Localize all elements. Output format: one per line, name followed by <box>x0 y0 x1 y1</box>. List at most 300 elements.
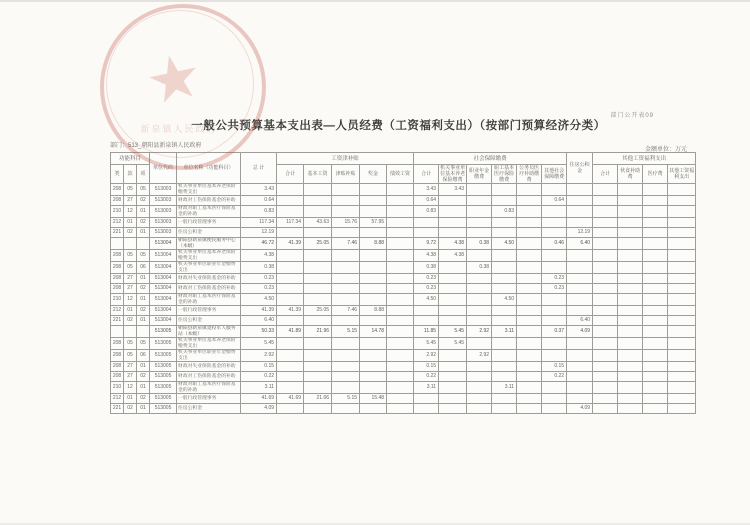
unit-subtotal-row <box>111 326 696 338</box>
cell-code: 02 <box>137 394 150 404</box>
cell-amount <box>542 338 567 350</box>
cell-amount: 2.92 <box>241 350 277 362</box>
cell-code: 01 <box>137 404 150 414</box>
cell-amount <box>304 250 332 262</box>
cell-amount <box>439 404 467 414</box>
cell-amount <box>360 262 387 274</box>
cell-code: 02 <box>124 228 137 238</box>
cell-amount <box>277 338 304 350</box>
header-unit-code: 单位代码 <box>150 153 177 184</box>
cell-code: 208 <box>111 262 124 274</box>
cell-amount <box>542 228 567 238</box>
cell-amount: 2.92 <box>467 350 492 362</box>
cell-amount <box>277 316 304 326</box>
cell-amount <box>304 362 332 372</box>
cell-amount <box>439 350 467 362</box>
cell-amount: 0.22 <box>414 372 439 382</box>
cell-code: 01 <box>137 382 150 394</box>
cell-code: 210 <box>111 382 124 394</box>
cell-amount <box>439 316 467 326</box>
cell-amount: 41.39 <box>277 306 304 316</box>
table-row <box>111 184 696 196</box>
cell-amount <box>542 262 567 274</box>
cell-amount <box>439 372 467 382</box>
cell-amount <box>618 250 643 262</box>
cell-amount <box>387 382 414 394</box>
cell-amount <box>387 250 414 262</box>
cell-code: 02 <box>124 316 137 326</box>
cell-code: 208 <box>111 184 124 196</box>
table-row <box>111 284 696 294</box>
cell-unit-name: 财政对工伤保险基金的补助 <box>177 196 241 206</box>
cell-amount <box>439 306 467 316</box>
header-wage-subtotal: 合计 <box>277 165 304 184</box>
cell-amount <box>517 262 542 274</box>
cell-amount <box>542 350 567 362</box>
cell-amount <box>668 404 696 414</box>
cell-amount <box>618 284 643 294</box>
cell-code: 05 <box>137 338 150 350</box>
cell-amount <box>332 350 360 362</box>
cell-amount: 0.23 <box>241 284 277 294</box>
cell-amount <box>387 404 414 414</box>
cell-amount <box>643 228 668 238</box>
cell-amount <box>542 250 567 262</box>
cell-code: 27 <box>124 372 137 382</box>
cell-amount: 0.23 <box>241 274 277 284</box>
cell-amount: 3.11 <box>492 382 517 394</box>
cell-code: 513005 <box>150 404 177 414</box>
cell-amount <box>618 338 643 350</box>
cell-amount: 2.92 <box>467 326 492 338</box>
cell-amount: 0.23 <box>542 274 567 284</box>
cell-code: 221 <box>111 316 124 326</box>
cell-amount <box>439 284 467 294</box>
cell-amount <box>277 184 304 196</box>
cell-unit-name: 一般行政管理事务 <box>177 394 241 404</box>
cell-code: 27 <box>124 196 137 206</box>
cell-amount <box>387 316 414 326</box>
cell-code: 210 <box>111 206 124 218</box>
cell-code: 01 <box>137 294 150 306</box>
cell-code: 212 <box>111 218 124 228</box>
cell-amount <box>593 326 618 338</box>
table-row <box>111 338 696 350</box>
cell-code: 27 <box>124 284 137 294</box>
cell-unit-name: 住房公积金 <box>177 228 241 238</box>
cell-amount <box>593 404 618 414</box>
cell-amount: 8.88 <box>360 306 387 316</box>
cell-amount <box>593 362 618 372</box>
cell-amount <box>439 294 467 306</box>
cell-amount <box>467 382 492 394</box>
cell-amount: 0.46 <box>542 238 567 250</box>
cell-amount: 12.19 <box>567 228 593 238</box>
seal-text: 新泉镇人民政府 <box>140 124 218 134</box>
cell-amount: 4.38 <box>439 250 467 262</box>
cell-amount <box>277 196 304 206</box>
cell-amount <box>643 382 668 394</box>
cell-amount <box>467 250 492 262</box>
cell-amount <box>643 394 668 404</box>
cell-code: 513004 <box>150 284 177 294</box>
cell-code <box>137 326 150 338</box>
cell-amount: 0.83 <box>241 206 277 218</box>
seal-inner-ring-icon <box>106 10 254 158</box>
cell-code: 513003 <box>150 196 177 206</box>
cell-amount <box>668 218 696 228</box>
cell-amount: 6.40 <box>241 316 277 326</box>
cell-amount: 5.15 <box>332 326 360 338</box>
cell-code: 02 <box>137 218 150 228</box>
cell-amount <box>387 394 414 404</box>
cell-amount <box>618 326 643 338</box>
cell-amount <box>542 404 567 414</box>
header-social-group: 社会保障缴费 <box>414 153 567 165</box>
cell-amount <box>567 294 593 306</box>
cell-amount <box>618 394 643 404</box>
cell-amount <box>492 394 517 404</box>
header-annuity: 职业年金缴费 <box>467 165 492 184</box>
cell-amount <box>467 306 492 316</box>
cell-amount: 0.22 <box>542 372 567 382</box>
cell-amount <box>277 362 304 372</box>
cell-amount <box>542 306 567 316</box>
cell-unit-name: 财政对失业保险基金的补助 <box>177 274 241 284</box>
cell-amount <box>332 338 360 350</box>
cell-amount: 41.39 <box>241 306 277 316</box>
cell-amount <box>542 184 567 196</box>
cell-amount <box>542 294 567 306</box>
cell-amount <box>593 382 618 394</box>
cell-amount <box>643 262 668 274</box>
cell-unit-name: 财政对工伤保险基金的补助 <box>177 372 241 382</box>
cell-code <box>124 238 137 250</box>
cell-code: 01 <box>137 362 150 372</box>
cell-amount <box>643 306 668 316</box>
header-func-group: 功能科目 <box>111 153 150 165</box>
cell-amount <box>618 372 643 382</box>
cell-amount: 4.09 <box>567 326 593 338</box>
cell-amount <box>492 372 517 382</box>
cell-amount <box>492 196 517 206</box>
cell-amount <box>277 382 304 394</box>
cell-amount <box>492 316 517 326</box>
cell-amount <box>439 228 467 238</box>
cell-amount <box>668 250 696 262</box>
cell-code: 513005 <box>150 382 177 394</box>
cell-amount <box>593 206 618 218</box>
header-medical-fee: 医疗费 <box>643 165 668 184</box>
cell-amount <box>439 196 467 206</box>
cell-code: 208 <box>111 250 124 262</box>
cell-amount: 7.46 <box>332 238 360 250</box>
cell-code: 06 <box>137 262 150 274</box>
cell-amount <box>387 338 414 350</box>
cell-amount: 4.09 <box>241 404 277 414</box>
cell-code <box>137 238 150 250</box>
cell-amount <box>517 338 542 350</box>
cell-unit-name: 一般行政管理事务 <box>177 306 241 316</box>
cell-amount: 3.11 <box>492 326 517 338</box>
cell-amount: 0.38 <box>467 262 492 274</box>
cell-amount <box>332 262 360 274</box>
cell-amount <box>618 238 643 250</box>
header-total: 总 计 <box>241 153 277 184</box>
cell-amount <box>439 218 467 228</box>
cell-amount <box>360 228 387 238</box>
cell-amount <box>517 274 542 284</box>
cell-amount <box>492 184 517 196</box>
cell-amount: 41.39 <box>277 238 304 250</box>
cell-amount: 4.38 <box>439 238 467 250</box>
cell-code: 513004 <box>150 294 177 306</box>
header-pension: 机关事业单位基本养老保险缴费 <box>440 165 466 183</box>
cell-amount <box>643 338 668 350</box>
cell-code: 513005 <box>150 350 177 362</box>
cell-amount <box>492 338 517 350</box>
cell-unit-name: 住房公积金 <box>177 404 241 414</box>
cell-amount <box>387 294 414 306</box>
cell-amount: 3.43 <box>241 184 277 196</box>
cell-amount: 11.85 <box>414 326 439 338</box>
budget-table-wrap <box>110 152 695 414</box>
cell-amount <box>492 404 517 414</box>
cell-amount <box>593 338 618 350</box>
seal-star-icon: ★ <box>139 39 209 120</box>
cell-amount <box>277 404 304 414</box>
cell-amount <box>304 338 332 350</box>
department-line: 部门：513_朝阳县新泉镇人民政府 <box>110 143 202 149</box>
cell-amount <box>492 274 517 284</box>
cell-amount: 12.19 <box>241 228 277 238</box>
table-row <box>111 316 696 326</box>
cell-amount <box>277 350 304 362</box>
cell-amount <box>304 382 332 394</box>
cell-amount <box>517 404 542 414</box>
cell-amount <box>593 184 618 196</box>
cell-amount: 7.46 <box>332 306 360 316</box>
cell-amount: 6.40 <box>567 316 593 326</box>
cell-code: 12 <box>124 294 137 306</box>
cell-code: 01 <box>137 206 150 218</box>
cell-amount: 5.45 <box>241 338 277 350</box>
cell-amount <box>332 294 360 306</box>
cell-amount <box>387 362 414 372</box>
cell-amount <box>618 350 643 362</box>
cell-amount <box>387 228 414 238</box>
cell-unit-name: 机关事业单位基本养老保险缴费支出 <box>177 338 241 350</box>
cell-amount <box>643 284 668 294</box>
cell-amount <box>414 228 439 238</box>
cell-amount <box>517 372 542 382</box>
cell-amount <box>332 228 360 238</box>
cell-amount <box>304 262 332 274</box>
cell-amount: 14.78 <box>360 326 387 338</box>
cell-amount <box>387 196 414 206</box>
cell-amount <box>387 284 414 294</box>
cell-amount <box>593 228 618 238</box>
cell-unit-name: 朝阳县新泉镇便民服务中心（本级） <box>177 238 241 250</box>
cell-code <box>111 326 124 338</box>
cell-unit-name: 财政对职工基本医疗保险基金的补助 <box>177 206 241 218</box>
cell-code: 513003 <box>150 184 177 196</box>
cell-amount: 0.23 <box>542 284 567 294</box>
cell-amount <box>277 228 304 238</box>
cell-amount: 0.23 <box>414 284 439 294</box>
cell-amount <box>517 294 542 306</box>
header-staff-medical: 职工基本医疗保险缴费 <box>492 165 517 184</box>
cell-code: 513004 <box>150 262 177 274</box>
cell-amount <box>668 382 696 394</box>
cell-amount: 0.15 <box>414 362 439 372</box>
cell-amount <box>467 372 492 382</box>
cell-amount <box>593 284 618 294</box>
cell-amount: 4.38 <box>414 250 439 262</box>
cell-amount <box>492 350 517 362</box>
cell-amount <box>332 274 360 284</box>
cell-unit-name: 财政对职工基本医疗保险基金的补助 <box>177 294 241 306</box>
cell-amount <box>332 404 360 414</box>
cell-unit-name: 机关事业单位基本养老保险缴费支出 <box>177 184 241 196</box>
cell-amount <box>517 196 542 206</box>
cell-code: 02 <box>137 284 150 294</box>
cell-code: 01 <box>124 394 137 404</box>
cell-amount <box>360 294 387 306</box>
header-other-subtotal: 合计 <box>593 165 618 184</box>
cell-amount <box>360 184 387 196</box>
cell-amount: 4.09 <box>567 404 593 414</box>
cell-amount: 0.64 <box>414 196 439 206</box>
cell-amount <box>618 362 643 372</box>
cell-amount <box>277 250 304 262</box>
cell-amount <box>387 238 414 250</box>
cell-amount <box>304 228 332 238</box>
cell-amount <box>517 362 542 372</box>
cell-amount <box>593 238 618 250</box>
cell-code: 208 <box>111 372 124 382</box>
form-number-label: 部门公开表09 <box>610 113 654 119</box>
cell-amount: 21.06 <box>304 394 332 404</box>
cell-amount <box>542 206 567 218</box>
cell-amount <box>467 206 492 218</box>
cell-amount <box>387 218 414 228</box>
cell-amount <box>467 284 492 294</box>
cell-amount <box>304 206 332 218</box>
cell-amount <box>439 362 467 372</box>
cell-amount: 5.45 <box>439 326 467 338</box>
cell-amount: 25.05 <box>304 306 332 316</box>
cell-amount <box>593 350 618 362</box>
cell-amount <box>492 218 517 228</box>
cell-code: 02 <box>137 372 150 382</box>
cell-amount: 5.45 <box>439 338 467 350</box>
cell-amount <box>643 274 668 284</box>
table-row <box>111 196 696 206</box>
cell-amount <box>414 394 439 404</box>
unit-subtotal-row <box>111 238 696 250</box>
cell-code: 27 <box>124 362 137 372</box>
table-row <box>111 306 696 316</box>
cell-amount <box>387 206 414 218</box>
cell-amount <box>668 326 696 338</box>
cell-amount <box>643 404 668 414</box>
cell-amount <box>360 250 387 262</box>
cell-amount <box>277 284 304 294</box>
table-row <box>111 362 696 372</box>
cell-amount <box>517 316 542 326</box>
cell-amount <box>517 238 542 250</box>
cell-amount <box>593 218 618 228</box>
cell-amount <box>618 404 643 414</box>
cell-code: 513004 <box>150 306 177 316</box>
cell-amount <box>439 206 467 218</box>
cell-amount: 41.89 <box>277 326 304 338</box>
cell-code: 221 <box>111 228 124 238</box>
cell-amount: 4.50 <box>492 294 517 306</box>
cell-amount: 4.50 <box>492 238 517 250</box>
cell-code: 01 <box>137 228 150 238</box>
cell-code: 208 <box>111 274 124 284</box>
cell-amount <box>517 394 542 404</box>
cell-code: 05 <box>124 262 137 274</box>
cell-amount <box>467 362 492 372</box>
cell-amount: 3.43 <box>414 184 439 196</box>
cell-amount: 3.43 <box>439 184 467 196</box>
cell-amount <box>643 218 668 228</box>
cell-amount: 5.15 <box>332 394 360 404</box>
cell-amount: 9.72 <box>414 238 439 250</box>
amount-unit-note: 金额单位：万元 <box>644 147 687 153</box>
table-row <box>111 262 696 274</box>
cell-amount <box>593 250 618 262</box>
cell-code: 513003 <box>150 206 177 218</box>
cell-code: 212 <box>111 394 124 404</box>
cell-amount <box>332 184 360 196</box>
cell-amount <box>304 372 332 382</box>
cell-amount <box>618 206 643 218</box>
cell-amount <box>668 228 696 238</box>
cell-unit-name: 朝阳县新泉镇退役军人服务站（本级） <box>177 326 241 338</box>
table-row <box>111 250 696 262</box>
cell-amount: 41.69 <box>277 394 304 404</box>
cell-amount <box>643 250 668 262</box>
cell-amount <box>567 262 593 274</box>
cell-amount <box>517 218 542 228</box>
cell-amount <box>360 362 387 372</box>
cell-code: 06 <box>137 350 150 362</box>
cell-amount <box>567 394 593 404</box>
cell-amount: 0.15 <box>241 362 277 372</box>
cell-amount <box>277 294 304 306</box>
cell-code <box>111 238 124 250</box>
cell-amount <box>387 372 414 382</box>
cell-unit-name: 财政对失业保险基金的补助 <box>177 362 241 372</box>
cell-amount <box>593 274 618 284</box>
cell-amount <box>517 350 542 362</box>
cell-amount <box>643 316 668 326</box>
cell-amount <box>492 250 517 262</box>
table-row <box>111 404 696 414</box>
cell-amount: 43.63 <box>304 218 332 228</box>
cell-amount: 0.38 <box>241 262 277 274</box>
cell-amount <box>360 316 387 326</box>
cell-amount <box>414 218 439 228</box>
cell-code: 208 <box>111 350 124 362</box>
cell-code: 212 <box>111 306 124 316</box>
cell-amount <box>360 274 387 284</box>
cell-code: 513005 <box>150 326 177 338</box>
